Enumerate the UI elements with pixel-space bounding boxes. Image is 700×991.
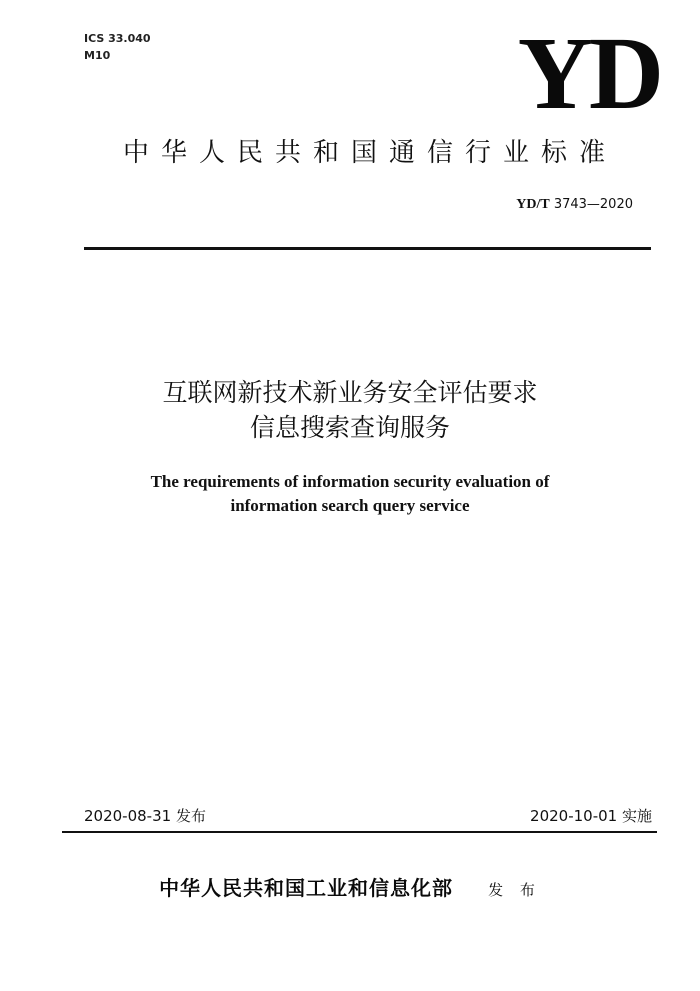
publish-label: 发 布 [488, 881, 541, 899]
yd-logo: YD [517, 16, 660, 131]
implementation-date: 2020-10-01 实施 [530, 807, 652, 825]
document-number-prefix: YD/T [516, 197, 550, 212]
document-number-value: 3743—2020 [553, 197, 633, 212]
ics-block [84, 30, 151, 64]
chinese-title-line-1: 互联网新技术新业务安全评估要求 [162, 378, 538, 407]
english-title-line-1: The requirements of information security evaluation of [150, 472, 550, 491]
document-number [516, 197, 633, 213]
chinese-title-line-2: 信息搜索查询服务 [249, 413, 450, 442]
ics-code: ICS 33.040 [84, 32, 151, 45]
footer-divider [62, 831, 657, 833]
classification-code: M10 [84, 49, 111, 62]
english-title [0, 470, 700, 518]
standard-type-heading: 中华人民共和国通信行业标准 [122, 138, 617, 168]
header-divider [84, 247, 651, 250]
issuing-organization: 中华人民共和国工业和信息化部 [159, 876, 454, 900]
english-title-line-2: information search query service [230, 496, 470, 515]
issuer-line [0, 872, 700, 901]
chinese-title [0, 375, 700, 445]
issue-date: 2020-08-31 发布 [84, 807, 206, 825]
